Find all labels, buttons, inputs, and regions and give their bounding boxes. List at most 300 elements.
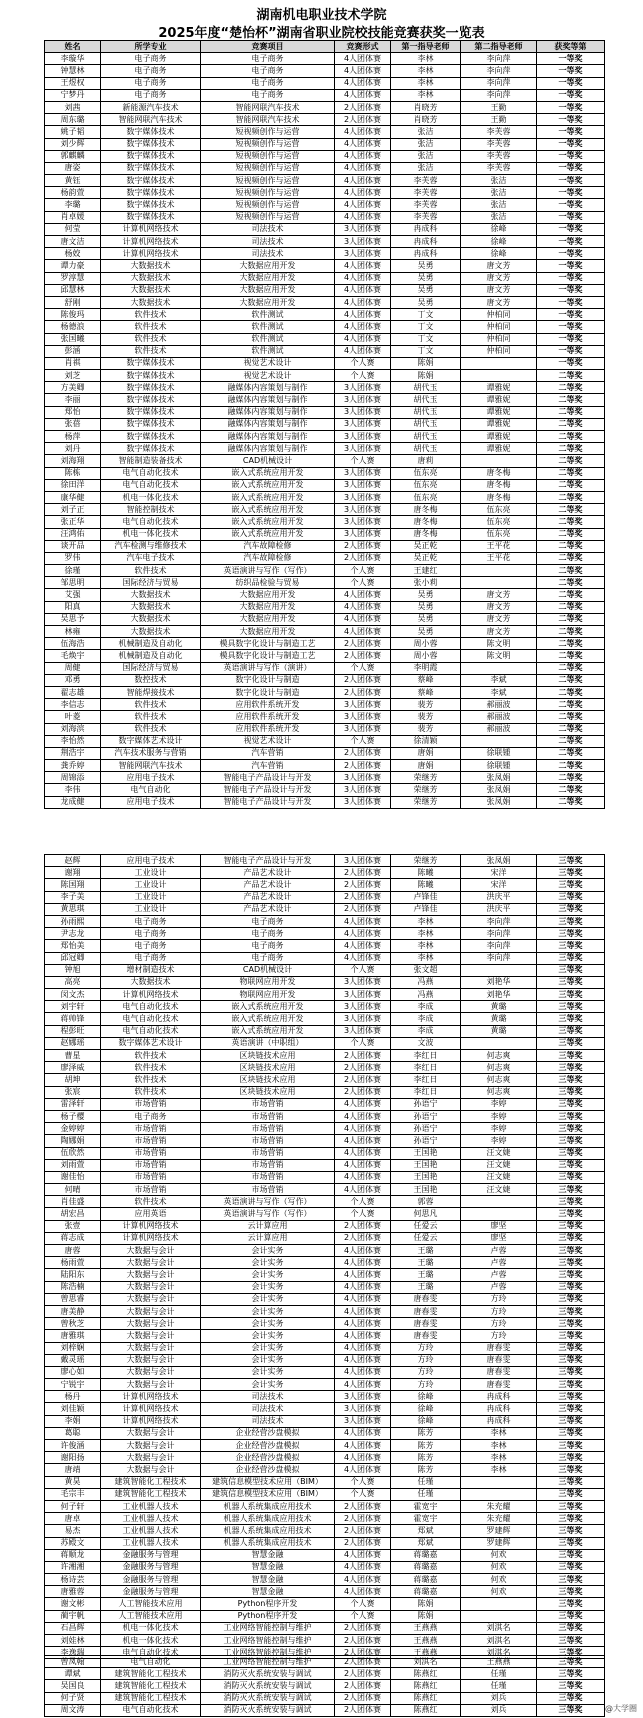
cell-name: 刘宇轩 <box>45 1001 101 1013</box>
table-row <box>45 114 605 126</box>
cell-first-advisor: 吴勇 <box>391 296 461 308</box>
cell-name: 何子贤 <box>45 1692 101 1704</box>
cell-name: 唐卓 <box>45 1513 101 1525</box>
cell-event: 司法技术 <box>201 236 335 248</box>
cell-first-advisor: 方玲 <box>391 1342 461 1354</box>
cell-name: 葛聪 <box>45 1427 101 1439</box>
cell-first-advisor: 何思凡 <box>391 1208 461 1220</box>
cell-name: 李娟 <box>45 1415 101 1427</box>
cell-first-advisor: 陈燕红 <box>391 1668 461 1680</box>
cell-format: 4人团体赛 <box>335 626 391 638</box>
table-row <box>45 175 605 187</box>
cell-name: 杨诗芸 <box>45 1574 101 1586</box>
cell-major: 电气自动化技术 <box>101 1001 201 1013</box>
cell-major: 大数据技术 <box>101 601 201 613</box>
cell-event: 短视频创作与运营 <box>201 211 335 223</box>
table-row <box>45 735 605 747</box>
table-header-row <box>45 41 605 53</box>
cell-format: 4人团体赛 <box>335 1549 391 1561</box>
cell-first-advisor: 任瑾 <box>391 1476 461 1488</box>
table-row <box>45 1171 605 1183</box>
cell-event: 消防灭火系统安装与调试 <box>201 1668 335 1680</box>
cell-award: 二等奖 <box>537 686 605 698</box>
cell-format: 2人团体赛 <box>335 1680 391 1692</box>
cell-first-advisor: 孙语宁 <box>391 1123 461 1135</box>
cell-first-advisor: 郑斌 <box>391 1525 461 1537</box>
award-table-part-1 <box>44 40 605 809</box>
cell-name: 陆阳东 <box>45 1269 101 1281</box>
cell-first-advisor: 冉成科 <box>391 248 461 260</box>
table-row <box>45 1635 605 1647</box>
cell-first-advisor: 陈娟 <box>391 1598 461 1610</box>
cell-first-advisor: 冯燕 <box>391 976 461 988</box>
cell-award: 一等奖 <box>537 187 605 199</box>
cell-major: 工业设计 <box>101 879 201 891</box>
table-row <box>45 309 605 321</box>
cell-award: 三等奖 <box>537 1208 605 1220</box>
cell-name: 周东璐 <box>45 114 101 126</box>
cell-major: 工业机器人技术 <box>101 1525 201 1537</box>
cell-award: 三等奖 <box>537 1050 605 1062</box>
cell-first-advisor: 李成 <box>391 1025 461 1037</box>
cell-first-advisor: 蒋璐嘉 <box>391 1574 461 1586</box>
cell-name: 康华健 <box>45 491 101 503</box>
cell-event: 融媒体内容策划与制作 <box>201 431 335 443</box>
cell-award: 三等奖 <box>537 1488 605 1500</box>
cell-major: 计算机网络技术 <box>101 223 201 235</box>
cell-name: 刘丹 <box>45 443 101 455</box>
cell-format: 4人团体赛 <box>335 1123 391 1135</box>
cell-first-advisor: 李林 <box>391 928 461 940</box>
cell-award: 三等奖 <box>537 1635 605 1647</box>
cell-second-advisor: 廖坚 <box>461 1232 537 1244</box>
cell-format: 4人团体赛 <box>335 89 391 101</box>
cell-second-advisor: 李林 <box>461 1464 537 1476</box>
cell-major: 应用电子技术 <box>101 772 201 784</box>
cell-event: 融媒体内容策划与制作 <box>201 443 335 455</box>
table-row <box>45 1537 605 1549</box>
cell-event: 会计实务 <box>201 1269 335 1281</box>
cell-name: 曾秋芝 <box>45 1318 101 1330</box>
cell-format: 4人团体赛 <box>335 284 391 296</box>
cell-name: 吴国良 <box>45 1680 101 1692</box>
cell-second-advisor: 陈文明 <box>461 638 537 650</box>
cell-major: 大数据技术 <box>101 272 201 284</box>
table-row <box>45 1354 605 1366</box>
cell-major: 大数据与会计 <box>101 1452 201 1464</box>
cell-format: 个人赛 <box>335 1196 391 1208</box>
cell-format: 4人团体赛 <box>335 175 391 187</box>
cell-first-advisor: 陈燕红 <box>391 1680 461 1692</box>
col-header-first-advisor: 第一指导老师 <box>391 41 461 53</box>
cell-name: 肖佳盛 <box>45 1196 101 1208</box>
award-table-part-2 <box>44 854 605 1659</box>
table-row <box>45 321 605 333</box>
cell-major: 人工智能技术应用 <box>101 1610 201 1622</box>
cell-first-advisor: 胡代玉 <box>391 443 461 455</box>
cell-first-advisor: 李林 <box>391 940 461 952</box>
cell-major: 机械制造及自动化 <box>101 650 201 662</box>
cell-major: 软件技术 <box>101 1074 201 1086</box>
cell-first-advisor: 方玲 <box>391 1379 461 1391</box>
cell-second-advisor: 张凤娟 <box>461 772 537 784</box>
cell-first-advisor: 胡代玉 <box>391 431 461 443</box>
cell-event: 电子商务 <box>201 940 335 952</box>
col-header-name: 姓名 <box>45 41 101 53</box>
cell-first-advisor: 肖晓芳 <box>391 101 461 113</box>
cell-second-advisor: 张凤娟 <box>461 784 537 796</box>
cell-first-advisor: 张文超 <box>391 964 461 976</box>
cell-major: 数字媒体技术 <box>101 211 201 223</box>
cell-event: 英语演讲与写作（写作） <box>201 565 335 577</box>
table-row <box>45 1513 605 1525</box>
cell-award: 三等奖 <box>537 1500 605 1512</box>
cell-second-advisor: 方玲 <box>461 1305 537 1317</box>
cell-second-advisor <box>461 370 537 382</box>
cell-name: 唐靖 <box>45 1464 101 1476</box>
cell-second-advisor: 张洁 <box>461 199 537 211</box>
cell-major: 数字媒体技术 <box>101 357 201 369</box>
cell-first-advisor: 裴芳 <box>391 723 461 735</box>
cell-event: 消防灭火系统安装与调试 <box>201 1704 335 1716</box>
cell-second-advisor: 伍东亮 <box>461 516 537 528</box>
cell-name: 宁锐宇 <box>45 1379 101 1391</box>
cell-major: 数字媒体技术 <box>101 406 201 418</box>
table-row <box>45 223 605 235</box>
cell-format: 2人团体赛 <box>335 540 391 552</box>
cell-format: 2人团体赛 <box>335 867 391 879</box>
cell-event: 嵌入式系统应用开发 <box>201 1001 335 1013</box>
cell-format: 2人团体赛 <box>335 1074 391 1086</box>
cell-name: 谢阳扬 <box>45 1452 101 1464</box>
cell-name: 邱慧林 <box>45 284 101 296</box>
cell-award: 一等奖 <box>537 199 605 211</box>
cell-first-advisor: 李成 <box>391 1001 461 1013</box>
cell-first-advisor: 陈燕红 <box>391 1704 461 1716</box>
cell-format: 3人团体赛 <box>335 989 391 1001</box>
cell-name: 钟旭 <box>45 964 101 976</box>
table-row <box>45 1318 605 1330</box>
cell-award: 三等奖 <box>537 1379 605 1391</box>
cell-event: 汽车营销 <box>201 747 335 759</box>
cell-first-advisor: 吴正乾 <box>391 552 461 564</box>
cell-second-advisor: 李芙蓉 <box>461 150 537 162</box>
cell-first-advisor: 胡代玉 <box>391 394 461 406</box>
cell-second-advisor: 李婷 <box>461 1110 537 1122</box>
cell-award: 三等奖 <box>537 1656 605 1668</box>
cell-event: 区块链技术应用 <box>201 1074 335 1086</box>
cell-second-advisor: 张洁 <box>461 187 537 199</box>
cell-first-advisor: 陈芳 <box>391 1452 461 1464</box>
cell-format: 3人团体赛 <box>335 479 391 491</box>
cell-award: 三等奖 <box>537 1171 605 1183</box>
table-row <box>45 903 605 915</box>
table-row <box>45 431 605 443</box>
cell-event: 汽车故障检修 <box>201 540 335 552</box>
cell-name: 龙成健 <box>45 796 101 808</box>
cell-name: 张蓓 <box>45 418 101 430</box>
cell-name: 谭斌 <box>45 1668 101 1680</box>
cell-first-advisor: 丁文 <box>391 345 461 357</box>
cell-format: 4人团体赛 <box>335 1318 391 1330</box>
cell-event: 模具数字化设计与制造工艺 <box>201 638 335 650</box>
cell-first-advisor: 冯燕 <box>391 989 461 1001</box>
cell-major: 大数据技术 <box>101 284 201 296</box>
cell-event: 电子商务 <box>201 65 335 77</box>
cell-first-advisor: 唐春雯 <box>391 1330 461 1342</box>
cell-format: 4人团体赛 <box>335 601 391 613</box>
table-row <box>45 1330 605 1342</box>
cell-name: 王煜权 <box>45 77 101 89</box>
cell-format: 个人赛 <box>335 1598 391 1610</box>
cell-event: 嵌入式系统应用开发 <box>201 479 335 491</box>
cell-name: 廖泽威 <box>45 1062 101 1074</box>
cell-first-advisor: 荣继芳 <box>391 784 461 796</box>
cell-major: 数字媒体技术 <box>101 126 201 138</box>
cell-award: 一等奖 <box>537 138 605 150</box>
table-row <box>45 504 605 516</box>
cell-event: 大数据应用开发 <box>201 601 335 613</box>
table-row <box>45 976 605 988</box>
cell-major: 计算机网络技术 <box>101 1232 201 1244</box>
cell-major: 大数据与会计 <box>101 1354 201 1366</box>
cell-first-advisor: 李林 <box>391 952 461 964</box>
cell-name: 刘子正 <box>45 504 101 516</box>
table-row <box>45 928 605 940</box>
cell-event: 企业经营沙盘模拟 <box>201 1427 335 1439</box>
table-row <box>45 952 605 964</box>
cell-award: 二等奖 <box>537 760 605 772</box>
cell-major: 大数据与会计 <box>101 1305 201 1317</box>
cell-major: 数字媒体艺术设计 <box>101 1037 201 1049</box>
cell-major: 软件技术 <box>101 1050 201 1062</box>
cell-event: 产品艺术设计 <box>201 867 335 879</box>
cell-major: 数字媒体技术 <box>101 418 201 430</box>
cell-event: 区块链技术应用 <box>201 1062 335 1074</box>
cell-event: 机器人系统集成应用技术 <box>201 1513 335 1525</box>
cell-format: 4人团体赛 <box>335 1354 391 1366</box>
cell-format: 3人团体赛 <box>335 394 391 406</box>
cell-second-advisor: 李向萍 <box>461 952 537 964</box>
cell-second-advisor: 李斌 <box>461 674 537 686</box>
cell-major: 机械制造及自动化 <box>101 638 201 650</box>
cell-name: 汪鸿佑 <box>45 528 101 540</box>
cell-first-advisor: 陈燕红 <box>391 1692 461 1704</box>
table-row <box>45 760 605 772</box>
cell-second-advisor: 张凤娟 <box>461 855 537 867</box>
table-row <box>45 626 605 638</box>
cell-award: 二等奖 <box>537 796 605 808</box>
cell-major: 数控技术 <box>101 674 201 686</box>
cell-second-advisor: 王勤 <box>461 114 537 126</box>
cell-second-advisor: 罗建辉 <box>461 1537 537 1549</box>
cell-format: 4人团体赛 <box>335 1305 391 1317</box>
cell-event: 视觉艺术设计 <box>201 370 335 382</box>
cell-name: 毛宗丰 <box>45 1488 101 1500</box>
cell-award: 一等奖 <box>537 309 605 321</box>
cell-event: 智能电子产品设计与开发 <box>201 772 335 784</box>
cell-major: 大数据与会计 <box>101 1440 201 1452</box>
cell-first-advisor: 荣继芳 <box>391 796 461 808</box>
cell-format: 3人团体赛 <box>335 236 391 248</box>
cell-second-advisor: 唐文芳 <box>461 626 537 638</box>
cell-major: 大数据与会计 <box>101 1269 201 1281</box>
cell-award: 二等奖 <box>537 394 605 406</box>
table-row <box>45 370 605 382</box>
cell-first-advisor: 吴勇 <box>391 284 461 296</box>
table-row <box>45 1086 605 1098</box>
cell-event: 模具数字化设计与制造工艺 <box>201 650 335 662</box>
cell-major: 数字媒体技术 <box>101 187 201 199</box>
table-row <box>45 650 605 662</box>
cell-format: 2人团体赛 <box>335 1050 391 1062</box>
cell-event: 软件测试 <box>201 321 335 333</box>
table-row <box>45 491 605 503</box>
cell-award: 二等奖 <box>537 516 605 528</box>
cell-major: 大数据与会计 <box>101 1318 201 1330</box>
cell-first-advisor: 蒋璐嘉 <box>391 1586 461 1598</box>
cell-award: 三等奖 <box>537 1476 605 1488</box>
cell-second-advisor: 李向萍 <box>461 940 537 952</box>
cell-name: 唐美静 <box>45 1305 101 1317</box>
cell-second-advisor: 李林 <box>461 1440 537 1452</box>
cell-second-advisor: 唐春雯 <box>461 1379 537 1391</box>
cell-format: 2人团体赛 <box>335 1635 391 1647</box>
cell-event: 短视频创作与运营 <box>201 175 335 187</box>
table-row <box>45 418 605 430</box>
cell-major: 智能网联汽车技术 <box>101 114 201 126</box>
cell-format: 4人团体赛 <box>335 1464 391 1476</box>
cell-name: 刘海翔 <box>45 455 101 467</box>
cell-event: 英语演讲与写作（演讲） <box>201 662 335 674</box>
table-row <box>45 796 605 808</box>
cell-format: 2人团体赛 <box>335 1062 391 1074</box>
cell-name: 叶菱 <box>45 711 101 723</box>
cell-major: 电子商务 <box>101 928 201 940</box>
cell-event: 融媒体内容策划与制作 <box>201 382 335 394</box>
cell-event: 产品艺术设计 <box>201 903 335 915</box>
cell-name: 石昌辉 <box>45 1622 101 1634</box>
cell-event: 数字化设计与制造 <box>201 674 335 686</box>
cell-name: 徐瑾 <box>45 565 101 577</box>
cell-format: 个人赛 <box>335 1208 391 1220</box>
cell-award: 一等奖 <box>537 126 605 138</box>
cell-event: 机器人系统集成应用技术 <box>201 1500 335 1512</box>
cell-event: 软件测试 <box>201 309 335 321</box>
cell-second-advisor <box>461 565 537 577</box>
cell-second-advisor: 仲柏同 <box>461 321 537 333</box>
cell-event: 电子商务 <box>201 952 335 964</box>
cell-event: Python程序开发 <box>201 1598 335 1610</box>
cell-first-advisor: 周小蓉 <box>391 638 461 650</box>
cell-major: 智能焊接技术 <box>101 686 201 698</box>
table-row <box>45 187 605 199</box>
cell-award: 二等奖 <box>537 418 605 430</box>
cell-second-advisor: 汪文婕 <box>461 1159 537 1171</box>
cell-format: 2人团体赛 <box>335 1500 391 1512</box>
cell-format: 4人团体赛 <box>335 1171 391 1183</box>
cell-major: 计算机网络技术 <box>101 1391 201 1403</box>
table-row <box>45 101 605 113</box>
cell-second-advisor: 黄璐 <box>461 1001 537 1013</box>
cell-event: 企业经营沙盘模拟 <box>201 1452 335 1464</box>
cell-major: 市场营销 <box>101 1159 201 1171</box>
cell-award: 二等奖 <box>537 626 605 638</box>
table-row <box>45 879 605 891</box>
cell-second-advisor: 唐文芳 <box>461 284 537 296</box>
cell-second-advisor: 仲柏同 <box>461 309 537 321</box>
cell-event: 智能网联汽车技术 <box>201 114 335 126</box>
cell-format: 3人团体赛 <box>335 223 391 235</box>
cell-award: 二等奖 <box>537 723 605 735</box>
table-row <box>45 638 605 650</box>
cell-first-advisor: 丁文 <box>391 333 461 345</box>
table-row <box>45 1525 605 1537</box>
cell-award: 二等奖 <box>537 747 605 759</box>
cell-event: Python程序开发 <box>201 1610 335 1622</box>
cell-name: 罗伟 <box>45 552 101 564</box>
cell-name: 谢文彬 <box>45 1598 101 1610</box>
cell-award: 三等奖 <box>537 1574 605 1586</box>
cell-name: 杨韵萱 <box>45 187 101 199</box>
cell-first-advisor: 王国艳 <box>391 1184 461 1196</box>
cell-award: 一等奖 <box>537 321 605 333</box>
cell-format: 4人团体赛 <box>335 1366 391 1378</box>
table-row <box>45 1622 605 1634</box>
cell-award: 三等奖 <box>537 1366 605 1378</box>
award-table-part-3 <box>44 1655 605 1717</box>
cell-second-advisor <box>461 1196 537 1208</box>
cell-award: 二等奖 <box>537 784 605 796</box>
table-row <box>45 53 605 65</box>
cell-second-advisor: 何志爽 <box>461 1074 537 1086</box>
cell-major: 数字媒体艺术设计 <box>101 735 201 747</box>
cell-format: 2人团体赛 <box>335 1622 391 1634</box>
cell-event: CAD机械设计 <box>201 455 335 467</box>
cell-award: 三等奖 <box>537 1013 605 1025</box>
cell-award: 三等奖 <box>537 989 605 1001</box>
table-row <box>45 1704 605 1716</box>
cell-award: 三等奖 <box>537 891 605 903</box>
table-row <box>45 1391 605 1403</box>
cell-major: 增材制造技术 <box>101 964 201 976</box>
table-row <box>45 382 605 394</box>
document-title: 2025年度“楚怡杯”湖南省职业院校技能竞赛获奖一览表 <box>158 26 485 41</box>
table-row <box>45 1281 605 1293</box>
cell-format: 3人团体赛 <box>335 528 391 540</box>
cell-second-advisor: 何欢 <box>461 1586 537 1598</box>
cell-award: 一等奖 <box>537 162 605 174</box>
cell-major: 智能控制技术 <box>101 504 201 516</box>
cell-major: 人工智能技术应用 <box>101 1598 201 1610</box>
cell-format: 4人团体赛 <box>335 1257 391 1269</box>
cell-award: 一等奖 <box>537 65 605 77</box>
cell-second-advisor: 李向萍 <box>461 77 537 89</box>
cell-second-advisor: 李芙蓉 <box>461 126 537 138</box>
cell-major: 计算机网络技术 <box>101 1403 201 1415</box>
cell-award: 一等奖 <box>537 345 605 357</box>
table-row <box>45 455 605 467</box>
cell-major: 电气自动化技术 <box>101 516 201 528</box>
cell-award: 一等奖 <box>537 175 605 187</box>
table-row <box>45 1220 605 1232</box>
cell-second-advisor: 何欢 <box>461 1561 537 1573</box>
cell-award: 一等奖 <box>537 89 605 101</box>
cell-format: 4人团体赛 <box>335 296 391 308</box>
cell-format: 个人赛 <box>335 1037 391 1049</box>
cell-second-advisor: 方玲 <box>461 1318 537 1330</box>
cell-name: 何晴 <box>45 1184 101 1196</box>
